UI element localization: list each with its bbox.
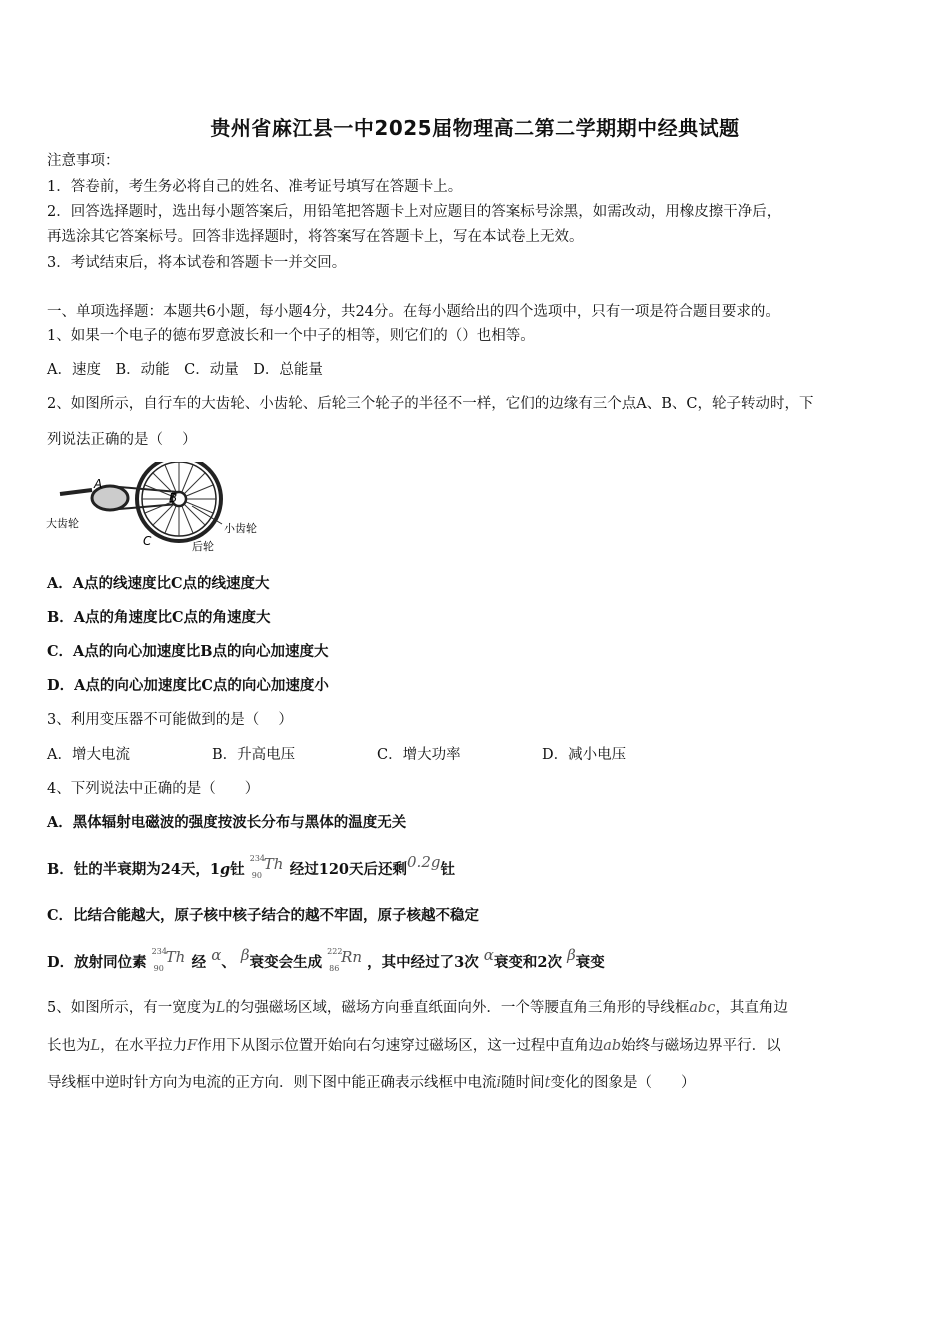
thorium-nuclide: 234 90 Th	[249, 854, 284, 880]
notice-item-2b: 再选涂其它答案标号。回答非选择题时，将答案写在答题卡上，写在本试卷上无效。	[47, 229, 584, 245]
notice-item-3: 3．考试结束后，将本试卷和答题卡一并交回。	[47, 255, 347, 271]
q3-options	[47, 745, 626, 765]
label-point-a: A	[94, 477, 103, 491]
label-small-gear: 小齿轮	[224, 522, 257, 535]
q3-option-a: A．增大电流	[47, 747, 130, 763]
q5-line-1: 5、如图所示，有一宽度为L的匀强磁场区域，磁场方向垂直纸面向外．一个等腰直角三角形的导线框abc，其直角边	[47, 1000, 788, 1016]
notice-item-2a: 2．回答选择题时，选出每小题答案后，用铅笔把答题卡上对应题目的答案标号涂黑，如需改动，用橡皮擦干净后，	[47, 204, 782, 220]
q2-stem-a: 2、如图所示，自行车的大齿轮、小齿轮、后轮三个轮子的半径不一样，它们的边缘有三个点A、B、C，轮子转动时，下	[47, 396, 814, 412]
q4-option-a: A．黑体辐射电磁波的强度按波长分布与黑体的温度无关	[47, 814, 407, 831]
q2-stem-b: 列说法正确的是（ ）	[47, 432, 197, 448]
label-rear-wheel: 后轮	[192, 540, 214, 553]
q2-option-b: B．A点的角速度比C点的角速度大	[47, 609, 271, 626]
section-heading: 一、单项选择题：本题共6小题，每小题4分，共24分。在每小题给出的四个选项中，只有一项是符合题目要求的。	[47, 304, 780, 320]
q4-option-d: D．放射同位素 234 90 Th 经 α、 β衰变会生成 222 86 Rn ，其中经过了3次 α衰变和2次 β衰变	[47, 946, 605, 973]
q3-option-b: B．升高电压	[212, 747, 296, 763]
q4-stem: 4、下列说法中正确的是（ ）	[47, 781, 260, 797]
notice-heading: 注意事项：	[47, 153, 120, 169]
alpha-symbol-2: α	[483, 946, 494, 964]
remaining-mass: 0.2g	[407, 853, 441, 871]
q4-option-b: B．钍的半衰期为24天，1g钍 234 90 Th 经过120天后还剩0.2g钍	[47, 853, 455, 880]
q5-line-3: 导线框中逆时针方向为电流的正方向．则下图中能正确表示线框中电流i随时间t变化的图象是（ ）	[47, 1075, 696, 1091]
notice-item-1: 1．答卷前，考生务必将自己的姓名、准考证号填写在答题卡上。	[47, 179, 463, 195]
beta-symbol: β	[240, 946, 250, 964]
label-point-b: B	[169, 491, 178, 505]
q5-line-2: 长也为L，在水平拉力F作用下从图示位置开始向右匀速穿过磁场区，这一过程中直角边ab始终与磁场边界平行．以	[47, 1038, 781, 1054]
thorium-nuclide-d: 234 90 Th	[151, 947, 186, 973]
q3-option-d: D．减小电压	[542, 747, 627, 763]
radon-nuclide: 222 86 Rn	[327, 947, 363, 973]
alpha-symbol: α	[211, 946, 222, 964]
exam-title: 贵州省麻江县一中2025届物理高二第二学期期中经典试题	[210, 116, 740, 140]
label-big-gear: 大齿轮	[46, 517, 79, 530]
label-point-c: C	[143, 534, 152, 548]
bicycle-figure	[42, 462, 272, 557]
q2-option-c: C．A点的向心加速度比B点的向心加速度大	[47, 643, 329, 660]
q2-option-d: D．A点的向心加速度比C点的向心加速度小	[47, 677, 329, 694]
q3-stem: 3、利用变压器不可能做到的是（ ）	[47, 712, 293, 728]
q2-option-a: A．A点的线速度比C点的线速度大	[47, 575, 270, 592]
q3-option-c: C．增大功率	[377, 747, 461, 763]
q1-options: A．速度 B．动能 C．动量 D．总能量	[47, 362, 323, 378]
q4-option-c: C．比结合能越大，原子核中核子结合的越不牢固，原子核越不稳定	[47, 907, 480, 924]
pedal-arm	[60, 490, 92, 494]
beta-symbol-2: β	[567, 946, 576, 964]
q1-stem: 1、如果一个电子的德布罗意波长和一个中子的相等，则它们的（）也相等。	[47, 328, 535, 344]
